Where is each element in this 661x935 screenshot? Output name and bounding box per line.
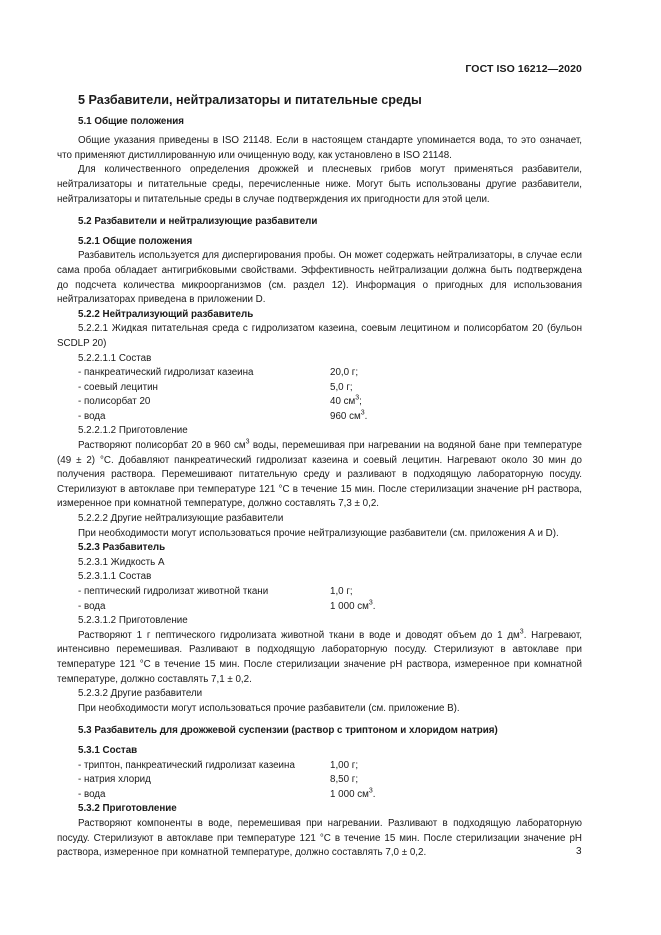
composition-row (78, 381, 582, 396)
subsection-heading: 5.2.2.1.2 Приготовление (78, 425, 188, 437)
ingredient-name: - соевый лецитин (78, 381, 158, 393)
subsection-heading: 5.2.3.1.2 Приготовление (78, 615, 188, 627)
composition-row (78, 600, 582, 615)
ingredient-quantity: 1 000 $см^3$. (330, 787, 376, 800)
paragraph: При необходимости могут использоваться прочие разбавители (см. приложение В). (78, 702, 460, 714)
ingredient-name: - вода (78, 600, 106, 612)
composition-row (78, 410, 582, 425)
page-content (57, 90, 582, 861)
ingredient-name: - полисорбат 20 (78, 396, 151, 408)
composition-row (78, 759, 582, 774)
section-5-2-title: 5.2 Разбавители и нейтрализующие разбавители (78, 216, 318, 228)
paragraph: Разбавитель используется для диспергирования пробы. Он может содержать нейтрализаторы, в случае если сама проба обладает антигрибковыми свойствами. Эффективность нейтрализации должна быть подтверждена до подсчета количества микроорганизмов (см. раздел 12). Информация о пригодных для использования нейтрализаторах приведена в приложении D. (57, 250, 582, 306)
paragraph: Общие указания приведены в ISO 21148. Если в настоящем стандарте упоминается вода, то это означает, что применяют дистиллированную или очищенную воду, как установлено в ISO 21148. (57, 135, 582, 161)
ingredient-name: - панкреатический гидролизат казеина (78, 367, 254, 379)
ingredient-name: - вода (78, 788, 106, 800)
section-5-3-title: 5.3 Разбавитель для дрожжевой суспензии (раствор с триптоном и хлоридом натрия) (78, 725, 498, 737)
paragraph: 5.2.2.1 Жидкая питательная среда с гидролизатом казеина, соевым лецитином и полисорбатом 20 (бульон SCDLP 20) (57, 323, 582, 349)
subsection-heading: 5.2.2.1.1 Состав (78, 352, 152, 364)
section-5-3-2-title: 5.3.2 Приготовление (78, 803, 177, 815)
paragraph: Растворяют 1 г пептического гидролизата животной ткани в воде и доводят объем до 1 $дм^3$. Нагревают, интенсивно перемешивая. Разливают в подходящую лабораторную посуду. Стерилизуют в автоклаве при температуре 121 °С в течение 15 мин. После стерилизации значение рН раствора, измеренное при комнатной температуре, должно составлять 7,1 ± 0,2. (57, 628, 582, 685)
section-5-title: 5 Разбавители, нейтрализаторы и питательные среды (78, 93, 422, 107)
paragraph: Для количественного определения дрожжей и плесневых грибов могут применяться разбавители, нейтрализаторы и питательные среды, перечисленные ниже. Могут быть использованы другие разбавители, нейтрализаторы и питательные среды в случае подтверждения их пригодности для этой цели. (57, 164, 582, 205)
ingredient-name: - натрия хлорид (78, 774, 151, 786)
ingredient-quantity: 1,00 г; (330, 759, 359, 771)
paragraph: Растворяют компоненты в воде, перемешивая при нагревании. Разливают в подходящую лабораторную посуду. Стерилизуют в автоклаве при температуре 121 °С в течение 15 мин. После стерилизации значение рН раствора, измеренное при комнатной температуре, должно составлять 7,0 ± 0,2. (57, 817, 582, 859)
subsection-heading: 5.2.3.1.1 Состав (78, 571, 152, 583)
section-5-2-2-title: 5.2.2 Нейтрализующий разбавитель (78, 308, 254, 320)
composition-row (78, 585, 582, 600)
ingredient-name: - пептический гидролизат животной ткани (78, 586, 269, 597)
ingredient-quantity: 1,0 г; (330, 586, 353, 597)
section-5-1-title: 5.1 Общие положения (78, 115, 185, 127)
composition-row (78, 366, 582, 381)
section-5-2-3-title: 5.2.3 Разбавитель (78, 542, 166, 554)
section-5-3-1-title: 5.3.1 Состав (78, 744, 138, 756)
subsection-heading: 5.2.2.2 Другие нейтрализующие разбавители (78, 513, 284, 525)
ingredient-name: - вода (78, 410, 106, 422)
section-5-2-1-title: 5.2.1 Общие положения (78, 235, 193, 247)
composition-list (57, 759, 582, 803)
document-code: ГОСТ ISO 16212—2020 (465, 63, 582, 75)
ingredient-name: - триптон, панкреатический гидролизат казеина (78, 759, 295, 771)
paragraph: При необходимости могут использоваться прочие нейтрализующие разбавители (см. приложения А и D). (78, 527, 559, 539)
ingredient-quantity: 8,50 г; (330, 774, 359, 786)
ingredient-quantity: 5,0 г; (330, 381, 353, 393)
subsection-heading: 5.2.3.1 Жидкость А (78, 556, 165, 568)
subsection-heading: 5.2.3.2 Другие разбавители (78, 688, 203, 700)
paragraph: Растворяют полисорбат 20 в 960 $см^3$ воды, перемешивая при нагревании на водяной бане при температуре (49 ± 2) °С. Добавляют панкреатический гидролизат казеина и соевый лецитин. Нагревают около 30 мин до получения раствора. Перемешивают питательную среду и разливают в подходящую лабораторную посуду. Стерилизуют в автоклаве при температуре 121 °С в течение 15 мин. После стерилизации значение рН раствора, измеренное при комнатной температуре, должно составлять 7,3 ± 0,2. (57, 438, 583, 510)
ingredient-quantity: 20,0 г; (330, 367, 359, 379)
composition-row (78, 773, 582, 788)
composition-row (78, 395, 582, 410)
composition-list (57, 585, 582, 614)
composition-row (78, 788, 582, 803)
page-number: 3 (576, 846, 582, 857)
ingredient-quantity: 960 $см^3$. (330, 409, 368, 422)
ingredient-quantity: 40 $см^3$; (330, 395, 362, 408)
composition-list (57, 366, 582, 424)
ingredient-quantity: 1 000 $см^3$. (330, 599, 376, 612)
